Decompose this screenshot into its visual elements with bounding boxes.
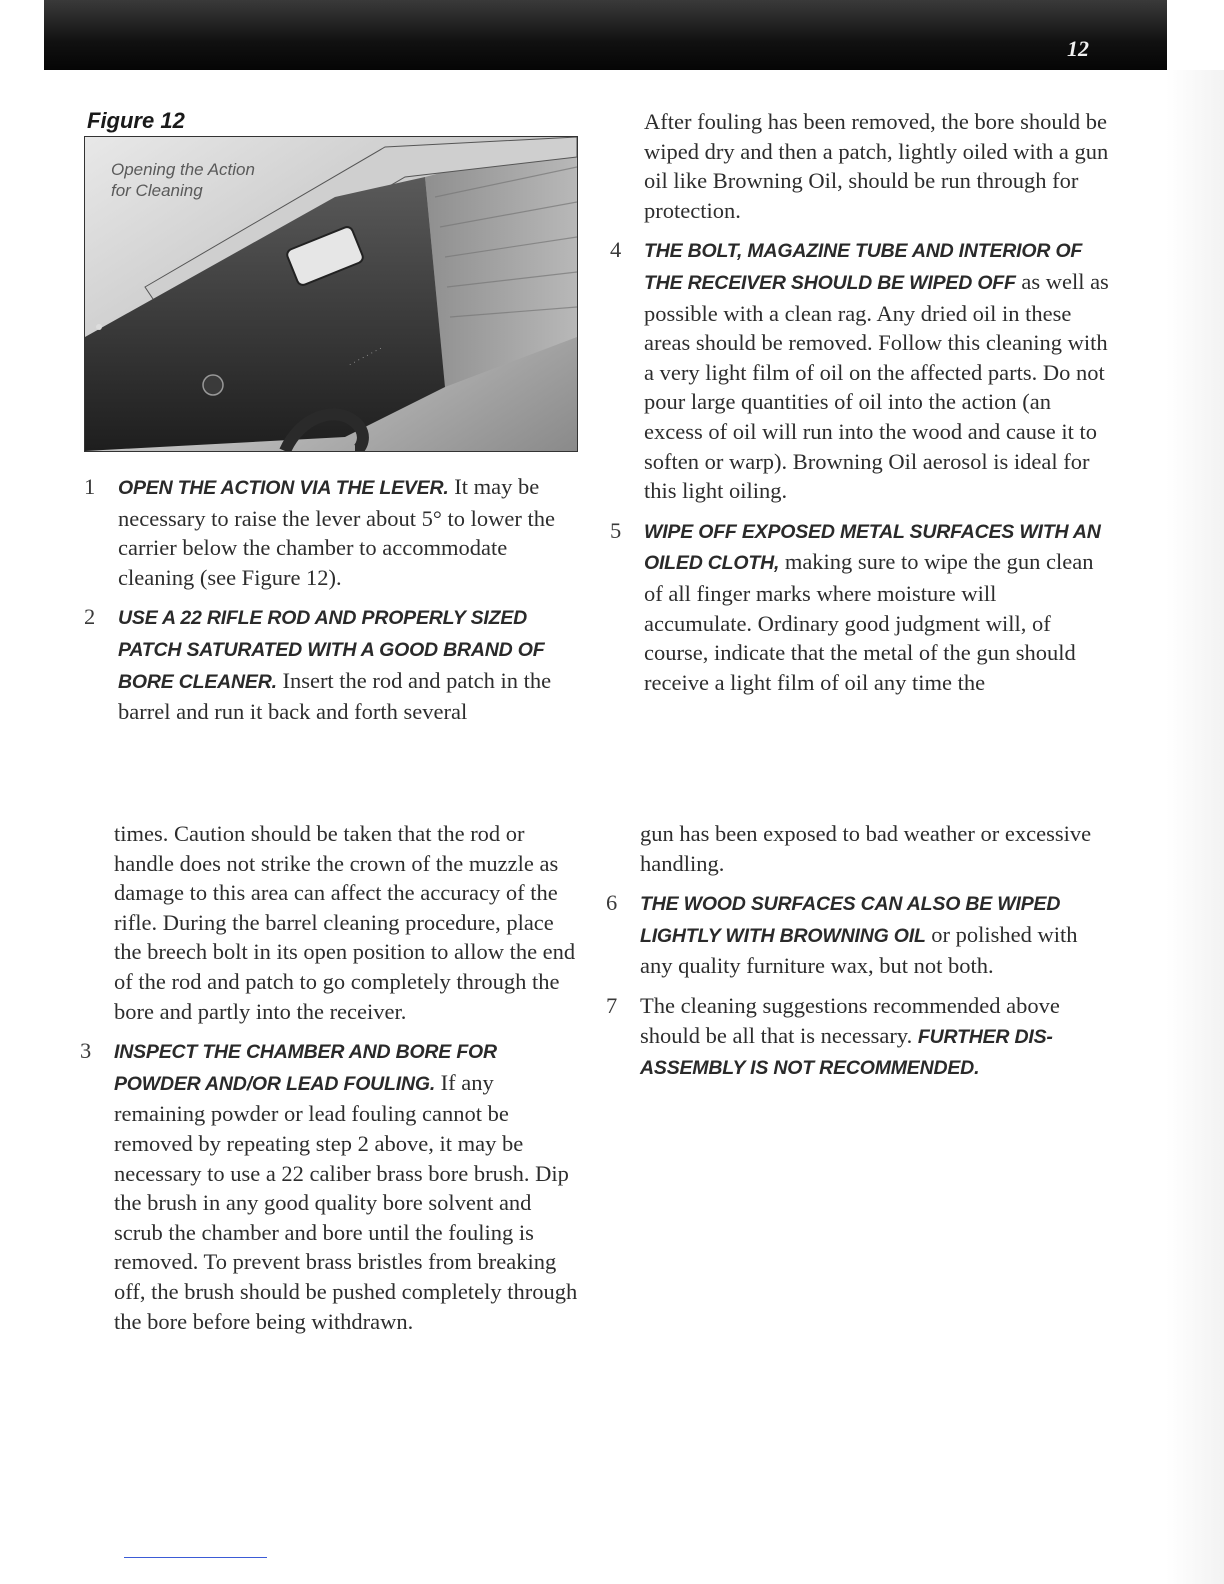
step-number: 7 (606, 992, 618, 1018)
figure-photo (84, 136, 578, 452)
photo-caption-line: for Cleaning (111, 181, 203, 200)
footer-link-line (124, 1557, 267, 1558)
figure-label: Figure 12 (87, 108, 185, 133)
step-text: Insert the rod and patch in the barrel and run it back and forth several (118, 667, 552, 725)
step-5 (610, 516, 1110, 698)
step-4 (610, 235, 1110, 505)
header-bar (44, 0, 1167, 70)
step-2 (84, 602, 584, 726)
step-7 (606, 991, 1110, 1084)
step-number: 1 (84, 474, 96, 499)
step-heading: WIPE OFF EXPOSED METAL SURFACES WITH AN OILED CLOTH, (644, 520, 1101, 575)
step-1 (84, 472, 584, 592)
step-number: 3 (80, 1038, 92, 1064)
step-number: 4 (610, 237, 622, 263)
step-text: or polished with any quality furniture wax, but not both. (640, 921, 1078, 979)
step-3 (80, 1036, 584, 1336)
paragraph: After fouling has been removed, the bore should be wiped dry and then a patch, lightly oiled with a gun oil like Browning Oil, should be run through for protection. (644, 109, 1109, 223)
photo-caption (111, 159, 255, 201)
step-heading: THE BOLT, MAGAZINE TUBE AND INTERIOR OF THE RECEIVER SHOULD BE WIPED OFF (644, 240, 1083, 294)
photo-caption-line: Opening the Action (111, 160, 255, 179)
step-heading: FURTHER DIS-ASSEMBLY IS NOT RECOMMENDED. (640, 1025, 1053, 1080)
step-heading: THE WOOD SURFACES CAN ALSO BE WIPED LIGHTLY WITH BROWNING OIL (640, 893, 1061, 947)
step-text: If any remaining powder or lead fouling cannot be removed by repeating step 2 above, it may be necessary to use a 22 caliber brass bore brush. Dip the brush in any good quality bore solvent and scrub the chamber and bore until the fouling is removed. To prevent brass bristles from breaking off, the brush should be pushed completely through the bore before being withdrawn. (114, 1069, 578, 1334)
svg-text:· · · · · · · ·: · · · · · · · · (346, 343, 384, 369)
step-5-continued: gun has been exposed to bad weather or excessive handling. (640, 821, 1092, 876)
step-text: It may be necessary to raise the lever about 5° to lower the carrier below the chamber to accommodate cleaning (see Figure 12). (118, 474, 555, 590)
page-edge-shadow (1166, 70, 1224, 1584)
step-heading: USE A 22 RIFLE ROD AND PROPERLY SIZED PATCH SATURATED WITH A GOOD BRAND OF BORE CLEANER. (118, 607, 545, 693)
step-6 (606, 888, 1110, 981)
left-column-bottom (80, 819, 584, 1346)
step-heading: INSPECT THE CHAMBER AND BORE FOR POWDER AND/OR LEAD FOULING. (114, 1041, 497, 1095)
left-column-top (84, 472, 584, 737)
right-column-top (610, 107, 1110, 707)
page-number: 12 (1067, 36, 1089, 61)
step-heading: OPEN THE ACTION VIA THE LEVER. (118, 477, 449, 499)
right-column-bottom (606, 819, 1110, 1094)
step-text: as well as possible with a clean rag. Any dried oil in these areas should be removed. Follow this cleaning with a very light film of oil on the affected parts. Do not pour large quantities of oil into the action (an excess of oil will run into the wood and cause it to soften or warp). Browning Oil aerosol is ideal for this light oiling. (644, 268, 1109, 504)
step-number: 6 (606, 890, 618, 916)
step-number: 2 (84, 604, 96, 630)
step-2-continued: times. Caution should be taken that the rod or handle does not strike the crown of the muzzle as damage to this area can affect the accuracy of the rifle. During the barrel cleaning procedure, place the breech bolt in its open position to allow the end of the rod and patch to go completely through the bore and partly into the receiver. (114, 821, 576, 1024)
step-text: making sure to wipe the gun clean of all finger marks where moisture will accumulate. Ordinary good judgment will, of course, indicate that the metal of the gun should receive a light film of oil any time the (644, 549, 1094, 695)
step-text: The cleaning suggestions recommended above should be all that is necessary. (640, 992, 1060, 1048)
step-number: 5 (610, 517, 622, 543)
